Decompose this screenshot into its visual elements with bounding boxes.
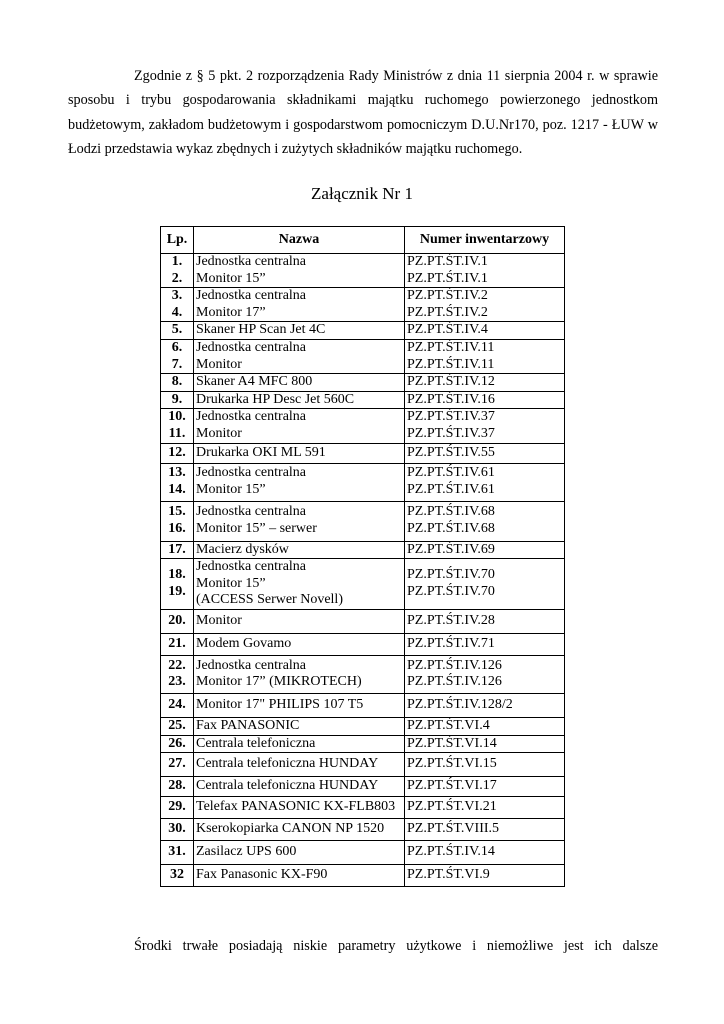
row-name (194, 777, 405, 797)
row-inventory-number-line: PZ.PT.ŚT.VI.9 (407, 867, 490, 883)
row-lp-line: 9. (171, 391, 183, 407)
row-name (194, 841, 405, 865)
row-inventory-number-line: PZ.PT.ŚT.IV.68 (407, 504, 495, 520)
row-lp (161, 717, 194, 735)
table-row (161, 819, 565, 841)
row-name-line: Monitor 15” (196, 575, 266, 591)
row-inventory-number-line: PZ.PT.ŚT.IV.1 (407, 254, 488, 269)
row-name (194, 559, 405, 610)
table-row (161, 374, 565, 392)
row-inventory-number-line: PZ.PT.ŚT.IV.55 (407, 444, 495, 460)
row-inventory-number (405, 797, 565, 819)
intro-paragraph: Zgodnie z § 5 pkt. 2 rozporządzenia Rady Ministrów z dnia 11 sierpnia 2004 r. w sprawie sposobu i trybu gospodarowania składnikami majątku ruchomego powierzonego jednostkom budżetowym, zakładom budżetowym i gospodarstwom pomocniczym D.U.Nr170, poz. 1217 - ŁUW w Łodzi przedstawia wykaz zbędnych i zużytych składników majątku ruchomego. (68, 68, 658, 158)
table-header-row (161, 227, 565, 254)
row-name (194, 735, 405, 753)
table-row (161, 559, 565, 610)
row-inventory-number (405, 841, 565, 865)
row-inventory-number-line: PZ.PT.ŚT.VI.15 (407, 756, 497, 772)
row-name-line: Monitor 15” (196, 270, 266, 286)
row-lp-line: 11. (168, 425, 186, 441)
row-lp-line: 2. (171, 270, 183, 286)
row-name-line: Drukarka HP Desc Jet 560C (196, 391, 355, 407)
row-name (194, 609, 405, 633)
row-name (194, 541, 405, 559)
row-inventory-number-line: PZ.PT.ŚT.IV.28 (407, 613, 495, 629)
row-inventory-number-line: PZ.PT.ŚT.IV.126 (407, 674, 502, 690)
row-lp (161, 559, 194, 610)
row-inventory-number-line: PZ.PT.ŚT.IV.68 (407, 521, 495, 537)
row-inventory-number (405, 655, 565, 693)
closing-paragraph: Środki trwałe posiadają niskie parametry użytkowe i niemożliwe jest ich dalsze (134, 938, 658, 954)
row-lp (161, 339, 194, 373)
row-inventory-number (405, 753, 565, 777)
row-lp (161, 609, 194, 633)
row-lp-line: 29. (168, 799, 186, 815)
row-inventory-number-line: PZ.PT.ŚT.IV.70 (407, 584, 495, 600)
row-inventory-number (405, 443, 565, 463)
row-name-line: Telefax PANASONIC KX-FLB803 (196, 799, 396, 815)
row-lp (161, 409, 194, 443)
row-lp (161, 865, 194, 887)
row-lp-line: 15. (168, 504, 186, 520)
table-row (161, 655, 565, 693)
row-lp-line: 19. (168, 584, 186, 600)
row-name (194, 322, 405, 340)
row-name-line: Jednostka centralna (196, 504, 307, 520)
row-inventory-number-line: PZ.PT.ŚT.IV.2 (407, 304, 488, 320)
row-inventory-number-line: PZ.PT.ŚT.IV.12 (407, 374, 495, 390)
row-lp (161, 254, 194, 288)
row-name-line: Skaner HP Scan Jet 4C (196, 322, 326, 338)
row-inventory-number (405, 777, 565, 797)
row-inventory-number (405, 609, 565, 633)
header-inventory-number: Numer inwentarzowy (405, 227, 565, 254)
row-inventory-number (405, 391, 565, 409)
row-name (194, 717, 405, 735)
row-name-line: Kserokopiarka CANON NP 1520 (196, 821, 385, 837)
row-inventory-number (405, 541, 565, 559)
row-lp-line: 1. (171, 254, 183, 269)
row-lp (161, 501, 194, 541)
row-inventory-number-line: PZ.PT.ŚT.IV.37 (407, 425, 495, 441)
row-lp (161, 777, 194, 797)
row-inventory-number-line: PZ.PT.ŚT.VI.14 (407, 735, 497, 751)
row-lp (161, 443, 194, 463)
row-lp-line: 6. (171, 339, 183, 355)
row-name (194, 693, 405, 717)
row-lp (161, 655, 194, 693)
row-lp-line: 4. (171, 304, 183, 320)
row-lp-line: 22. (168, 657, 186, 673)
table-row (161, 841, 565, 865)
row-lp-line: 25. (168, 717, 186, 733)
row-name (194, 655, 405, 693)
row-name-line: Centrala telefoniczna (196, 735, 316, 751)
row-lp-line: 5. (171, 322, 183, 338)
row-lp-line: 16. (168, 521, 186, 537)
row-inventory-number-line: PZ.PT.ŚT.IV.61 (407, 465, 495, 481)
row-lp-line: 23. (168, 674, 186, 690)
row-name (194, 374, 405, 392)
row-name-line: Monitor 15” – serwer (196, 521, 317, 537)
header-name: Nazwa (194, 227, 405, 254)
row-name-line: Modem Govamo (196, 636, 292, 652)
row-inventory-number-line: PZ.PT.ŚT.VI.21 (407, 799, 497, 815)
row-lp-line: 27. (168, 756, 186, 772)
row-name-line: Zasilacz UPS 600 (196, 844, 297, 860)
row-name (194, 819, 405, 841)
table-row (161, 443, 565, 463)
row-name (194, 463, 405, 501)
row-lp (161, 633, 194, 655)
row-inventory-number (405, 559, 565, 610)
row-name-line: Monitor (196, 425, 242, 441)
row-inventory-number (405, 633, 565, 655)
row-lp (161, 841, 194, 865)
row-lp (161, 753, 194, 777)
table-row (161, 633, 565, 655)
row-inventory-number-line: PZ.PT.ŚT.IV.69 (407, 541, 495, 557)
row-lp-line: 17. (168, 541, 186, 557)
row-name-line: Jednostka centralna (196, 657, 307, 673)
inventory-table (160, 226, 565, 887)
row-lp (161, 463, 194, 501)
table-row (161, 339, 565, 373)
row-inventory-number-line: PZ.PT.ŚT.VI.4 (407, 717, 490, 733)
row-lp (161, 322, 194, 340)
row-lp (161, 797, 194, 819)
row-inventory-number-line: PZ.PT.ŚT.VIII.5 (407, 821, 500, 837)
row-inventory-number-line: PZ.PT.ŚT.IV.4 (407, 322, 488, 338)
row-name (194, 409, 405, 443)
row-name-line: Jednostka centralna (196, 254, 307, 269)
row-name (194, 254, 405, 288)
row-lp (161, 819, 194, 841)
row-name (194, 501, 405, 541)
header-lp: Lp. (161, 227, 194, 254)
row-lp-line: 28. (168, 778, 186, 794)
row-name-line: Monitor (196, 356, 242, 372)
attachment-title: Załącznik Nr 1 (311, 184, 413, 203)
row-inventory-number-line: PZ.PT.ŚT.IV.70 (407, 567, 495, 583)
row-lp (161, 541, 194, 559)
table-row (161, 717, 565, 735)
row-inventory-number (405, 501, 565, 541)
table-row (161, 541, 565, 559)
row-lp-line: 24. (168, 697, 186, 713)
row-name-line: Jednostka centralna (196, 465, 307, 481)
row-inventory-number (405, 717, 565, 735)
row-name-line: Centrala telefoniczna HUNDAY (196, 756, 379, 772)
table-row (161, 735, 565, 753)
table-row (161, 409, 565, 443)
table-row (161, 391, 565, 409)
row-name-line: Monitor 17" PHILIPS 107 T5 (196, 697, 364, 713)
row-lp-line: 7. (171, 356, 183, 372)
row-name (194, 633, 405, 655)
row-lp-line: 31. (168, 844, 186, 860)
row-inventory-number (405, 322, 565, 340)
row-inventory-number (405, 254, 565, 288)
row-name-line: Fax Panasonic KX-F90 (196, 867, 328, 883)
row-name-line: Centrala telefoniczna HUNDAY (196, 778, 379, 794)
row-name (194, 339, 405, 373)
row-name (194, 443, 405, 463)
row-inventory-number-line: PZ.PT.ŚT.IV.11 (407, 339, 495, 355)
table-row (161, 609, 565, 633)
table-row (161, 463, 565, 501)
row-inventory-number (405, 463, 565, 501)
row-lp (161, 288, 194, 322)
row-lp-line: 3. (171, 288, 183, 304)
row-inventory-number-line: PZ.PT.ŚT.IV.16 (407, 391, 495, 407)
row-name (194, 391, 405, 409)
table-row (161, 797, 565, 819)
row-name-line: Fax PANASONIC (196, 717, 300, 733)
row-name-line: Drukarka OKI ML 591 (196, 444, 326, 460)
row-lp-line: 21. (168, 636, 186, 652)
row-lp-line: 8. (171, 374, 183, 390)
row-inventory-number (405, 339, 565, 373)
row-lp-line: 10. (168, 409, 186, 425)
row-inventory-number-line: PZ.PT.ŚT.IV.126 (407, 657, 502, 673)
table-row (161, 254, 565, 288)
row-inventory-number-line: PZ.PT.ŚT.IV.1 (407, 270, 488, 286)
row-inventory-number-line: PZ.PT.ŚT.IV.128/2 (407, 697, 513, 713)
row-inventory-number (405, 693, 565, 717)
row-name (194, 797, 405, 819)
table-row (161, 322, 565, 340)
row-inventory-number (405, 819, 565, 841)
row-inventory-number-line: PZ.PT.ŚT.IV.71 (407, 636, 495, 652)
row-lp-line: 32 (170, 867, 184, 883)
row-name-line: Jednostka centralna (196, 409, 307, 425)
table-row (161, 865, 565, 887)
table-row (161, 753, 565, 777)
row-inventory-number-line: PZ.PT.ŚT.IV.11 (407, 356, 495, 372)
row-lp (161, 693, 194, 717)
row-name-line: Macierz dysków (196, 541, 289, 557)
row-name-line: Monitor (196, 613, 242, 629)
row-name-line: Jednostka centralna (196, 559, 307, 575)
table-row (161, 693, 565, 717)
row-inventory-number-line: PZ.PT.ŚT.IV.61 (407, 482, 495, 498)
row-name-line: Skaner A4 MFC 800 (196, 374, 313, 390)
row-name-line: (ACCESS Serwer Novell) (196, 592, 343, 608)
table-row (161, 288, 565, 322)
row-name-line: Jednostka centralna (196, 288, 307, 304)
row-name-line: Monitor 17” (MIKROTECH) (196, 674, 362, 690)
row-inventory-number (405, 409, 565, 443)
table-row (161, 777, 565, 797)
row-inventory-number-line: PZ.PT.ŚT.IV.2 (407, 288, 488, 304)
row-lp-line: 18. (168, 567, 186, 583)
row-lp-line: 30. (168, 821, 186, 837)
table-row (161, 501, 565, 541)
row-lp-line: 20. (168, 613, 186, 629)
row-lp-line: 13. (168, 465, 186, 481)
row-inventory-number-line: PZ.PT.ŚT.IV.37 (407, 409, 495, 425)
row-name (194, 865, 405, 887)
row-name-line: Monitor 15” (196, 482, 266, 498)
row-lp-line: 14. (168, 482, 186, 498)
row-inventory-number-line: PZ.PT.ŚT.VI.17 (407, 778, 497, 794)
row-inventory-number (405, 735, 565, 753)
row-name-line: Jednostka centralna (196, 339, 307, 355)
row-lp (161, 735, 194, 753)
row-inventory-number-line: PZ.PT.ŚT.IV.14 (407, 844, 495, 860)
row-lp-line: 26. (168, 735, 186, 751)
table-body (161, 254, 565, 887)
row-lp-line: 12. (168, 444, 186, 460)
row-name (194, 753, 405, 777)
row-lp (161, 391, 194, 409)
row-inventory-number (405, 374, 565, 392)
row-name (194, 288, 405, 322)
row-lp (161, 374, 194, 392)
row-name-line: Monitor 17” (196, 304, 266, 320)
row-inventory-number (405, 865, 565, 887)
row-inventory-number (405, 288, 565, 322)
